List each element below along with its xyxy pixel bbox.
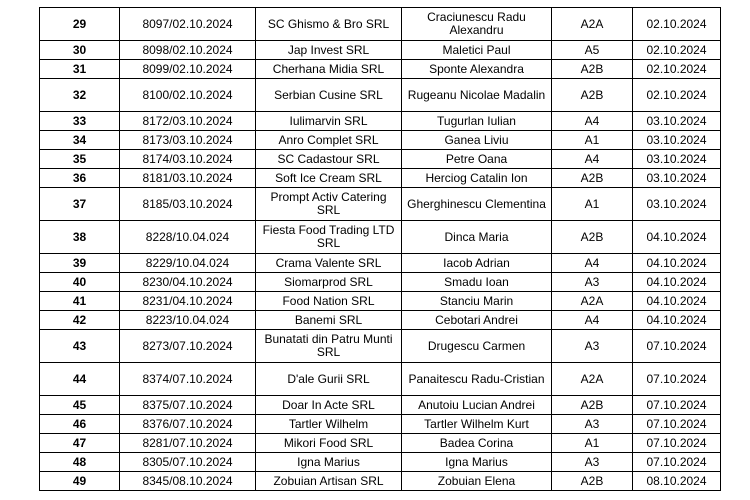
date-cell: 03.10.2024: [633, 150, 721, 169]
registration-number-cell: 8097/02.10.2024: [120, 8, 256, 41]
registration-number-cell: 8185/03.10.2024: [120, 188, 256, 221]
table-row: [40, 396, 721, 415]
registration-number-cell: 8174/03.10.2024: [120, 150, 256, 169]
registration-number-cell: 8099/02.10.2024: [120, 60, 256, 79]
row-number-cell: 46: [40, 415, 120, 434]
date-cell: 07.10.2024: [633, 396, 721, 415]
registration-number-cell: 8273/07.10.2024: [120, 330, 256, 363]
company-name-cell: Crama Valente SRL: [256, 254, 402, 273]
date-cell: 02.10.2024: [633, 8, 721, 41]
person-name-cell: Maletici Paul: [402, 41, 552, 60]
date-cell: 03.10.2024: [633, 169, 721, 188]
table-row: [40, 472, 721, 491]
date-cell: 04.10.2024: [633, 221, 721, 254]
category-cell: A3: [552, 415, 633, 434]
table-row: [40, 131, 721, 150]
company-name-cell: Siomarprod SRL: [256, 273, 402, 292]
table-row: [40, 60, 721, 79]
company-name-cell: Food Nation SRL: [256, 292, 402, 311]
company-name-cell: Tartler Wilhelm: [256, 415, 402, 434]
registration-number-cell: 8376/07.10.2024: [120, 415, 256, 434]
category-cell: A2A: [552, 363, 633, 396]
person-name-cell: Cebotari Andrei: [402, 311, 552, 330]
row-number-cell: 31: [40, 60, 120, 79]
company-name-cell: SC Cadastour SRL: [256, 150, 402, 169]
person-name-cell: Panaitescu Radu-Cristian: [402, 363, 552, 396]
company-name-cell: Fiesta Food Trading LTD SRL: [256, 221, 402, 254]
person-name-cell: Sponte Alexandra: [402, 60, 552, 79]
category-cell: A1: [552, 188, 633, 221]
registration-number-cell: 8181/03.10.2024: [120, 169, 256, 188]
category-cell: A2B: [552, 472, 633, 491]
table-row: [40, 330, 721, 363]
table-row: [40, 112, 721, 131]
registration-number-cell: 8223/10.04.024: [120, 311, 256, 330]
category-cell: A4: [552, 311, 633, 330]
row-number-cell: 43: [40, 330, 120, 363]
person-name-cell: Anutoiu Lucian Andrei: [402, 396, 552, 415]
row-number-cell: 37: [40, 188, 120, 221]
registration-number-cell: 8100/02.10.2024: [120, 79, 256, 112]
category-cell: A2B: [552, 79, 633, 112]
table-row: [40, 254, 721, 273]
person-name-cell: Zobuian Elena: [402, 472, 552, 491]
table-row: [40, 188, 721, 221]
row-number-cell: 47: [40, 434, 120, 453]
company-name-cell: Soft Ice Cream SRL: [256, 169, 402, 188]
row-number-cell: 49: [40, 472, 120, 491]
registry-table: [39, 7, 721, 491]
date-cell: 07.10.2024: [633, 330, 721, 363]
registration-number-cell: 8228/10.04.024: [120, 221, 256, 254]
person-name-cell: Gherghinescu Clementina: [402, 188, 552, 221]
company-name-cell: Anro Complet SRL: [256, 131, 402, 150]
company-name-cell: Prompt Activ Catering SRL: [256, 188, 402, 221]
registration-number-cell: 8345/08.10.2024: [120, 472, 256, 491]
date-cell: 03.10.2024: [633, 112, 721, 131]
row-number-cell: 29: [40, 8, 120, 41]
company-name-cell: Jap Invest SRL: [256, 41, 402, 60]
table-row: [40, 363, 721, 396]
date-cell: 02.10.2024: [633, 79, 721, 112]
row-number-cell: 34: [40, 131, 120, 150]
person-name-cell: Petre Oana: [402, 150, 552, 169]
company-name-cell: Banemi SRL: [256, 311, 402, 330]
table-row: [40, 169, 721, 188]
company-name-cell: Mikori Food SRL: [256, 434, 402, 453]
category-cell: A4: [552, 254, 633, 273]
category-cell: A1: [552, 131, 633, 150]
registration-number-cell: 8231/04.10.2024: [120, 292, 256, 311]
table-row: [40, 41, 721, 60]
date-cell: 07.10.2024: [633, 434, 721, 453]
table-row: [40, 415, 721, 434]
row-number-cell: 48: [40, 453, 120, 472]
row-number-cell: 33: [40, 112, 120, 131]
person-name-cell: Stanciu Marin: [402, 292, 552, 311]
registration-number-cell: 8229/10.04.024: [120, 254, 256, 273]
person-name-cell: Badea Corina: [402, 434, 552, 453]
table-row: [40, 8, 721, 41]
category-cell: A2B: [552, 221, 633, 254]
company-name-cell: Zobuian Artisan SRL: [256, 472, 402, 491]
person-name-cell: Smadu Ioan: [402, 273, 552, 292]
person-name-cell: Drugescu Carmen: [402, 330, 552, 363]
category-cell: A5: [552, 41, 633, 60]
row-number-cell: 30: [40, 41, 120, 60]
date-cell: 07.10.2024: [633, 363, 721, 396]
registration-number-cell: 8098/02.10.2024: [120, 41, 256, 60]
row-number-cell: 41: [40, 292, 120, 311]
company-name-cell: Iulimarvin SRL: [256, 112, 402, 131]
table-row: [40, 273, 721, 292]
row-number-cell: 40: [40, 273, 120, 292]
person-name-cell: Dinca Maria: [402, 221, 552, 254]
company-name-cell: Doar In Acte SRL: [256, 396, 402, 415]
table-row: [40, 292, 721, 311]
table-row: [40, 221, 721, 254]
company-name-cell: Cherhana Midia SRL: [256, 60, 402, 79]
row-number-cell: 39: [40, 254, 120, 273]
company-name-cell: Igna Marius: [256, 453, 402, 472]
table-row: [40, 150, 721, 169]
date-cell: 02.10.2024: [633, 41, 721, 60]
person-name-cell: Iacob Adrian: [402, 254, 552, 273]
row-number-cell: 32: [40, 79, 120, 112]
category-cell: A3: [552, 273, 633, 292]
category-cell: A2B: [552, 169, 633, 188]
category-cell: A4: [552, 150, 633, 169]
date-cell: 08.10.2024: [633, 472, 721, 491]
row-number-cell: 35: [40, 150, 120, 169]
person-name-cell: Ganea Liviu: [402, 131, 552, 150]
person-name-cell: Tartler Wilhelm Kurt: [402, 415, 552, 434]
person-name-cell: Rugeanu Nicolae Madalin: [402, 79, 552, 112]
registration-number-cell: 8281/07.10.2024: [120, 434, 256, 453]
registration-number-cell: 8374/07.10.2024: [120, 363, 256, 396]
category-cell: A3: [552, 330, 633, 363]
date-cell: 04.10.2024: [633, 273, 721, 292]
category-cell: A2B: [552, 396, 633, 415]
table-row: [40, 311, 721, 330]
company-name-cell: SC Ghismo & Bro SRL: [256, 8, 402, 41]
company-name-cell: Bunatati din Patru Munti SRL: [256, 330, 402, 363]
registration-number-cell: 8173/03.10.2024: [120, 131, 256, 150]
table-row: [40, 434, 721, 453]
registration-number-cell: 8230/04.10.2024: [120, 273, 256, 292]
row-number-cell: 45: [40, 396, 120, 415]
person-name-cell: Tugurlan Iulian: [402, 112, 552, 131]
date-cell: 07.10.2024: [633, 453, 721, 472]
date-cell: 03.10.2024: [633, 131, 721, 150]
date-cell: 02.10.2024: [633, 60, 721, 79]
category-cell: A1: [552, 434, 633, 453]
table-row: [40, 453, 721, 472]
person-name-cell: Craciunescu Radu Alexandru: [402, 8, 552, 41]
date-cell: 07.10.2024: [633, 415, 721, 434]
category-cell: A2A: [552, 292, 633, 311]
row-number-cell: 38: [40, 221, 120, 254]
registry-table-body: [40, 8, 721, 491]
date-cell: 04.10.2024: [633, 292, 721, 311]
row-number-cell: 36: [40, 169, 120, 188]
table-row: [40, 79, 721, 112]
date-cell: 03.10.2024: [633, 188, 721, 221]
person-name-cell: Igna Marius: [402, 453, 552, 472]
company-name-cell: Serbian Cusine SRL: [256, 79, 402, 112]
category-cell: A2B: [552, 60, 633, 79]
row-number-cell: 42: [40, 311, 120, 330]
registration-number-cell: 8172/03.10.2024: [120, 112, 256, 131]
registration-number-cell: 8305/07.10.2024: [120, 453, 256, 472]
category-cell: A4: [552, 112, 633, 131]
company-name-cell: D'ale Gurii SRL: [256, 363, 402, 396]
registration-number-cell: 8375/07.10.2024: [120, 396, 256, 415]
person-name-cell: Herciog Catalin Ion: [402, 169, 552, 188]
date-cell: 04.10.2024: [633, 254, 721, 273]
category-cell: A2A: [552, 8, 633, 41]
date-cell: 04.10.2024: [633, 311, 721, 330]
category-cell: A3: [552, 453, 633, 472]
row-number-cell: 44: [40, 363, 120, 396]
